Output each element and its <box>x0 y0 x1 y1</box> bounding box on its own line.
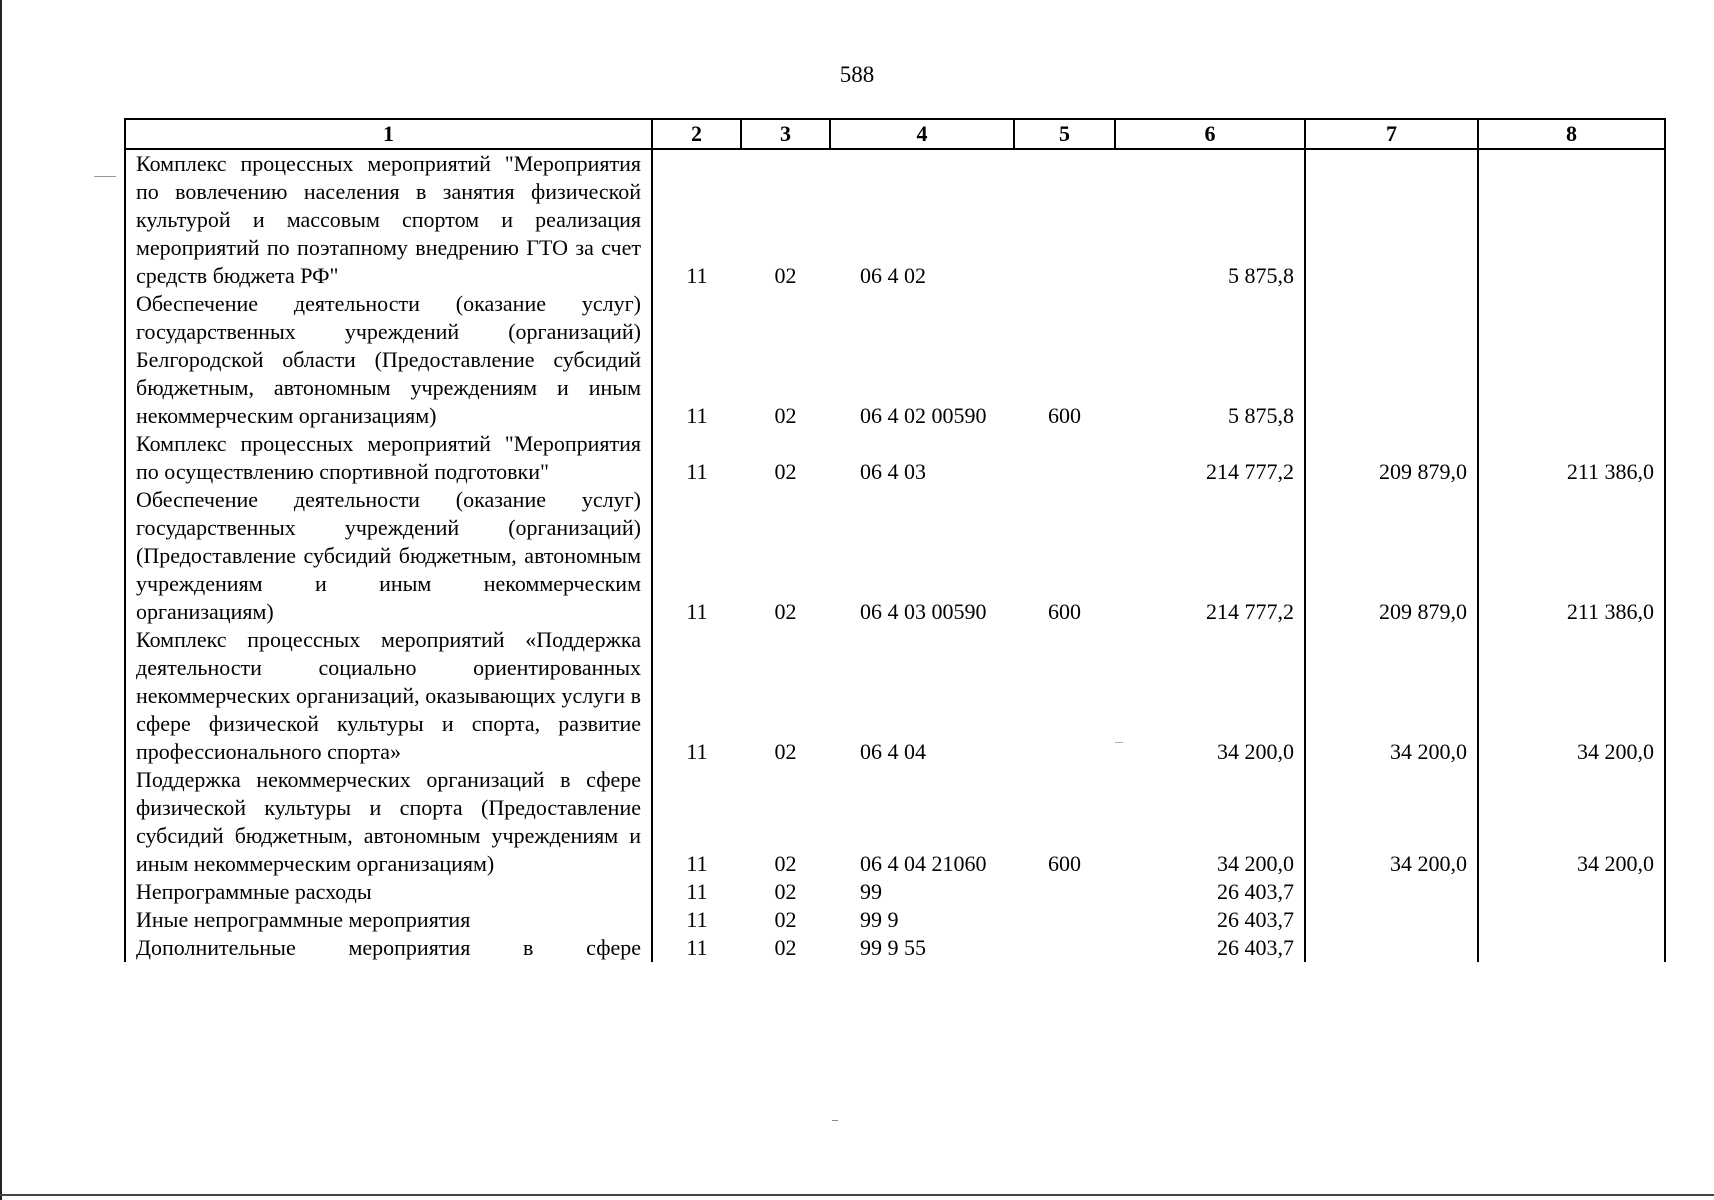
subsection-code: 02 <box>774 599 797 624</box>
expense-type-code <box>1014 878 1115 906</box>
subsection-code: 02 <box>774 907 797 932</box>
target-article-code: 99 9 <box>860 907 899 932</box>
subsection-code: 02 <box>774 739 797 764</box>
expense-name: Комплекс процессных мероприятий "Мероприятия по вовлечению населения в занятия физической культурой и массовым спортом и реализация мероприятий по поэтапному внедрению ГТО за счет средств бюджета РФ" <box>125 149 652 290</box>
scan-mark <box>94 176 116 177</box>
expense-type-code: 600 <box>1048 599 1081 624</box>
expense-name: Иные непрограммные мероприятия <box>125 906 652 934</box>
column-header: 5 <box>1014 119 1115 149</box>
amount-col7: 34 200,0 <box>1305 626 1478 766</box>
scan-edge-left <box>0 0 2 1200</box>
table-row <box>125 430 1665 486</box>
amount-col8 <box>1478 906 1665 934</box>
table-row <box>125 906 1665 934</box>
subsection-code: 02 <box>774 935 797 960</box>
section-code: 11 <box>652 906 741 934</box>
amount-col6: 26 403,7 <box>1115 878 1305 906</box>
section-code: 11 <box>652 934 741 962</box>
expense-name: Комплекс процессных мероприятий «Поддержка деятельности социально ориентированных некоммерческих организаций, оказывающих услуги в сфере физической культуры и спорта, развитие профессионального спорта» <box>125 626 652 766</box>
table-row <box>125 878 1665 906</box>
table-row <box>125 149 1665 290</box>
section-code: 11 <box>652 486 741 626</box>
subsection-code: 02 <box>774 263 797 288</box>
amount-col7 <box>1305 878 1478 906</box>
subsection-code: 02 <box>774 459 797 484</box>
page-number: 588 <box>839 62 875 87</box>
subsection-code: 02 <box>774 879 797 904</box>
target-article-code: 06 4 02 00590 <box>860 403 987 428</box>
expense-name: Непрограммные расходы <box>125 878 652 906</box>
amount-col8: 211 386,0 <box>1478 430 1665 486</box>
budget-table <box>124 118 1666 962</box>
expense-type-code <box>1014 430 1115 486</box>
amount-col6: 34 200,0 <box>1115 766 1305 878</box>
expense-type-code <box>1014 626 1115 766</box>
expense-type-code <box>1014 149 1115 290</box>
section-code: 11 <box>652 149 741 290</box>
table-row <box>125 626 1665 766</box>
column-header: 3 <box>741 119 830 149</box>
section-code: 11 <box>652 290 741 430</box>
amount-col8 <box>1478 878 1665 906</box>
amount-col7 <box>1305 149 1478 290</box>
subsection-code: 02 <box>774 403 797 428</box>
column-header: 1 <box>125 119 652 149</box>
table-row <box>125 766 1665 878</box>
amount-col6: 26 403,7 <box>1115 934 1305 962</box>
amount-col8 <box>1478 934 1665 962</box>
section-code: 11 <box>652 430 741 486</box>
amount-col6: 5 875,8 <box>1115 290 1305 430</box>
amount-col6: 26 403,7 <box>1115 906 1305 934</box>
target-article-code: 06 4 04 <box>860 739 926 764</box>
amount-col6: 5 875,8 <box>1115 149 1305 290</box>
section-code: 11 <box>652 766 741 878</box>
header-row <box>125 119 1665 149</box>
amount-col7: 34 200,0 <box>1305 766 1478 878</box>
section-code: 11 <box>652 878 741 906</box>
expense-type-code: 600 <box>1048 851 1081 876</box>
expense-name: Обеспечение деятельности (оказание услуг) государственных учреждений (организаций) (Предоставление субсидий бюджетным, автономным учреждениям и иным некоммерческим организациям) <box>125 486 652 626</box>
target-article-code: 06 4 04 21060 <box>860 851 987 876</box>
amount-col8: 211 386,0 <box>1478 486 1665 626</box>
amount-col7: 209 879,0 <box>1305 486 1478 626</box>
column-header: 4 <box>830 119 1014 149</box>
expense-type-code: 600 <box>1048 403 1081 428</box>
target-article-code: 06 4 03 00590 <box>860 599 987 624</box>
column-header: 6 <box>1115 119 1305 149</box>
expense-name: Обеспечение деятельности (оказание услуг) государственных учреждений (организаций) Белгородской области (Предоставление субсидий бюджетным, автономным учреждениям и иным некоммерческим организациям) <box>125 290 652 430</box>
table-row <box>125 934 1665 962</box>
scan-edge-bottom <box>0 1194 1714 1196</box>
table-row <box>125 290 1665 430</box>
target-article-code: 99 9 55 <box>860 935 926 960</box>
expense-name: Комплекс процессных мероприятий "Мероприятия по осуществлению спортивной подготовки" <box>125 430 652 486</box>
amount-col8 <box>1478 149 1665 290</box>
column-header: 8 <box>1478 119 1665 149</box>
target-article-code: 06 4 02 <box>860 263 926 288</box>
amount-col8: 34 200,0 <box>1478 766 1665 878</box>
scan-mark <box>832 1120 838 1121</box>
target-article-code: 99 <box>860 879 882 904</box>
amount-col7 <box>1305 934 1478 962</box>
amount-col6: 214 777,2 <box>1115 430 1305 486</box>
expense-name: Дополнительные мероприятия в сфере <box>125 934 652 962</box>
target-article-code: 06 4 03 <box>860 459 926 484</box>
subsection-code: 02 <box>774 851 797 876</box>
section-code: 11 <box>652 626 741 766</box>
expense-type-code <box>1014 934 1115 962</box>
amount-col6: 34 200,0 <box>1115 626 1305 766</box>
column-header: 7 <box>1305 119 1478 149</box>
amount-col8 <box>1478 290 1665 430</box>
column-header: 2 <box>652 119 741 149</box>
amount-col7 <box>1305 290 1478 430</box>
amount-col6: 214 777,2 <box>1115 486 1305 626</box>
amount-col8: 34 200,0 <box>1478 626 1665 766</box>
amount-col7: 209 879,0 <box>1305 430 1478 486</box>
expense-type-code <box>1014 906 1115 934</box>
amount-col7 <box>1305 906 1478 934</box>
expense-name: Поддержка некоммерческих организаций в сфере физической культуры и спорта (Предоставление субсидий бюджетным, автономным учреждениям и иным некоммерческим организациям) <box>125 766 652 878</box>
table-row <box>125 486 1665 626</box>
